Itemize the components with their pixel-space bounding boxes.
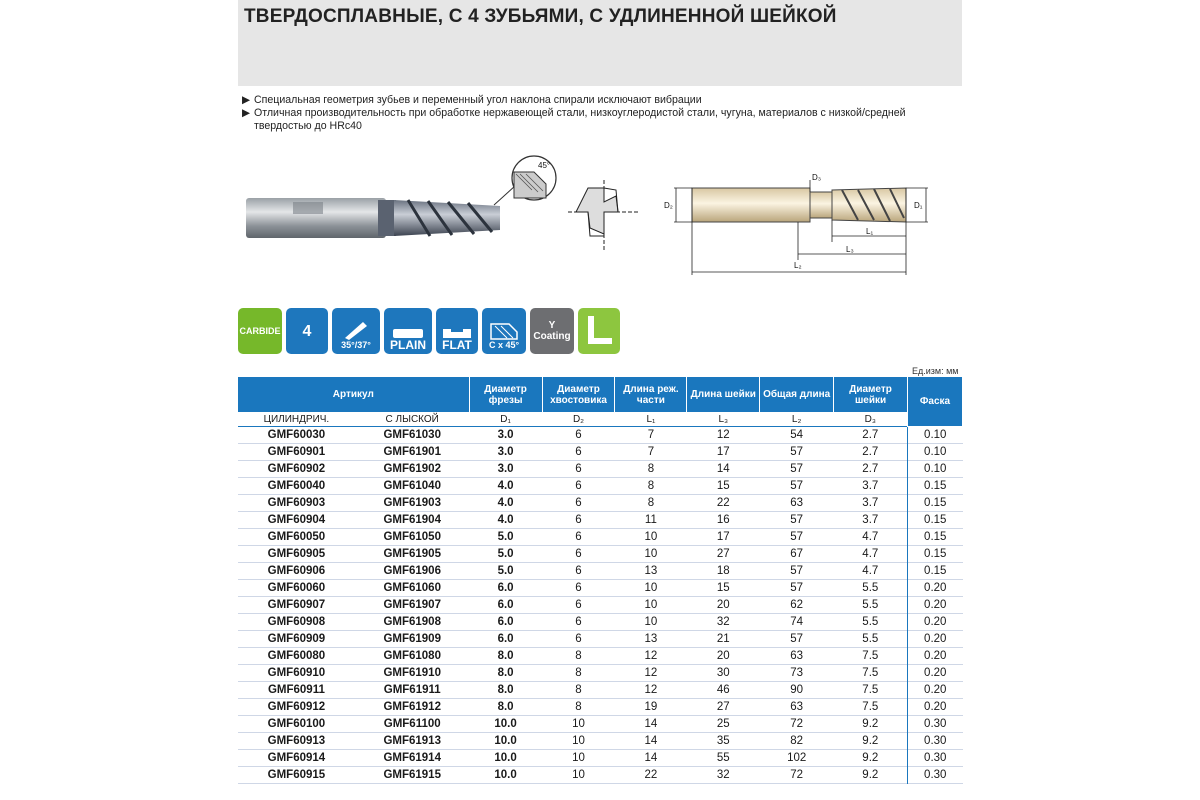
- cell-chamfer: 0.30: [908, 767, 963, 784]
- cell-article-cylindrical: GMF60913: [267, 735, 326, 747]
- sub-l1: L₁: [615, 413, 687, 427]
- cell-neck-diameter: 2.7: [862, 446, 879, 458]
- cell-neck-diameter: 3.7: [862, 514, 879, 526]
- cell-cutting-length: 12: [644, 667, 658, 679]
- cell-article-flat: GMF61915: [383, 769, 441, 781]
- sub-flat-shank: С ЛЫСКОЙ: [355, 413, 469, 427]
- cell-article-flat: GMF61050: [383, 531, 441, 543]
- table-row: [238, 597, 963, 614]
- cell-cutting-length: 10: [644, 599, 658, 611]
- cell-neck-length: 30: [716, 667, 730, 679]
- cell-cutter-diameter: 6.0: [497, 633, 514, 645]
- cell-shank-diameter: 8: [575, 650, 582, 662]
- cell-article-flat: GMF61903: [383, 497, 441, 509]
- cell-neck-diameter: 3.7: [862, 480, 879, 492]
- cell-cutting-length: 10: [644, 531, 658, 543]
- cell-cutter-diameter: 4.0: [497, 480, 514, 492]
- sub-d1: D₁: [469, 413, 542, 427]
- cell-neck-length: 22: [716, 497, 730, 509]
- cell-chamfer: 0.15: [908, 512, 963, 529]
- sub-d2: D₂: [542, 413, 615, 427]
- cell-overall-length: 82: [790, 735, 804, 747]
- cell-neck-diameter: 9.2: [862, 718, 879, 730]
- plain-shank-icon: PLAIN: [384, 308, 432, 354]
- cell-overall-length: 54: [790, 429, 804, 441]
- cell-article-flat: GMF61912: [383, 701, 441, 713]
- cell-article-flat: GMF61902: [383, 463, 441, 475]
- cell-chamfer: 0.20: [908, 682, 963, 699]
- cell-cutter-diameter: 10.0: [494, 735, 517, 747]
- col-neck-length: Длина шейки: [687, 377, 760, 413]
- cell-cutting-length: 13: [644, 565, 658, 577]
- cell-article-cylindrical: GMF60912: [267, 701, 326, 713]
- d1-label: D₁: [914, 201, 923, 210]
- cell-shank-diameter: 8: [575, 701, 582, 713]
- sub-l2: L₂: [760, 413, 834, 427]
- cell-cutting-length: 8: [647, 480, 655, 492]
- cell-cutter-diameter: 10.0: [494, 718, 517, 730]
- cell-cutter-diameter: 3.0: [497, 446, 514, 458]
- cell-cutting-length: 14: [644, 752, 658, 764]
- cell-article-cylindrical: GMF60914: [267, 752, 326, 764]
- cell-overall-length: 67: [790, 548, 804, 560]
- flutes-icon: 4: [286, 308, 328, 354]
- cell-article-flat: GMF61901: [383, 446, 441, 458]
- cell-shank-diameter: 6: [575, 514, 582, 526]
- cell-cutter-diameter: 8.0: [497, 684, 514, 696]
- cell-neck-diameter: 5.5: [862, 616, 879, 628]
- cell-article-cylindrical: GMF60907: [267, 599, 326, 611]
- cell-article-cylindrical: GMF60911: [267, 684, 325, 696]
- cell-overall-length: 62: [790, 599, 804, 611]
- table-row: [238, 767, 963, 784]
- cell-article-cylindrical: GMF60060: [267, 582, 326, 594]
- cell-neck-diameter: 4.7: [862, 565, 879, 577]
- cell-chamfer: 0.10: [908, 461, 963, 478]
- table-row: [238, 580, 963, 597]
- cell-chamfer: 0.15: [908, 546, 963, 563]
- cell-neck-diameter: 9.2: [862, 735, 879, 747]
- angle-label: 45°: [538, 161, 551, 170]
- cell-cutting-length: 10: [644, 616, 658, 628]
- cell-cutter-diameter: 6.0: [497, 582, 514, 594]
- cell-neck-length: 55: [716, 752, 730, 764]
- cell-neck-diameter: 4.7: [862, 548, 879, 560]
- cell-neck-length: 25: [716, 718, 730, 730]
- cell-chamfer: 0.20: [908, 631, 963, 648]
- table-row: [238, 512, 963, 529]
- cell-shank-diameter: 10: [572, 735, 585, 747]
- spec-table: [237, 376, 963, 784]
- cell-article-flat: GMF61910: [383, 667, 441, 679]
- cell-chamfer: 0.20: [908, 648, 963, 665]
- cell-shank-diameter: 6: [575, 599, 582, 611]
- table-row: [238, 733, 963, 750]
- cell-overall-length: 72: [790, 718, 804, 730]
- d3-label: D₃: [812, 173, 822, 182]
- cell-cutter-diameter: 5.0: [497, 531, 514, 543]
- cell-article-cylindrical: GMF60905: [267, 548, 326, 560]
- sub-l3: L₃: [687, 413, 760, 427]
- cell-cutter-diameter: 8.0: [497, 667, 514, 679]
- cell-neck-length: 20: [716, 650, 730, 662]
- cell-article-flat: GMF61907: [383, 599, 441, 611]
- col-cutter-diameter: Диаметр фрезы: [469, 377, 542, 413]
- table-row: [238, 716, 963, 733]
- table-row: [238, 631, 963, 648]
- cell-neck-length: 15: [716, 480, 730, 492]
- cell-shank-diameter: 6: [575, 633, 582, 645]
- cell-neck-diameter: 2.7: [862, 463, 879, 475]
- cell-cutter-diameter: 4.0: [497, 514, 514, 526]
- cell-neck-length: 15: [716, 582, 730, 594]
- cell-article-flat: GMF61908: [383, 616, 441, 628]
- cell-neck-length: 16: [716, 514, 730, 526]
- cell-overall-length: 57: [790, 582, 804, 594]
- cell-shank-diameter: 10: [572, 752, 585, 764]
- cell-article-cylindrical: GMF60100: [267, 718, 326, 730]
- cell-overall-length: 57: [790, 480, 804, 492]
- cell-cutting-length: 14: [644, 718, 658, 730]
- cell-article-cylindrical: GMF60080: [267, 650, 326, 662]
- cell-shank-diameter: 6: [575, 446, 582, 458]
- col-neck-diameter: Диаметр шейки: [834, 377, 908, 413]
- cell-article-cylindrical: GMF60050: [267, 531, 326, 543]
- cell-cutter-diameter: 3.0: [497, 429, 514, 441]
- l2-label: L₂: [794, 261, 802, 270]
- cell-overall-length: 57: [790, 514, 804, 526]
- cell-overall-length: 57: [790, 565, 804, 577]
- table-row: [238, 444, 963, 461]
- cell-neck-diameter: 5.5: [862, 633, 879, 645]
- feature-text-continuation: твердостью до HRc40: [254, 120, 362, 132]
- cell-article-cylindrical: GMF60910: [267, 667, 326, 679]
- tool-illustration: [238, 150, 962, 285]
- cell-chamfer: 0.20: [908, 699, 963, 716]
- end-view-drawing: [568, 180, 640, 250]
- cell-cutter-diameter: 3.0: [497, 463, 514, 475]
- cell-neck-length: 17: [716, 531, 730, 543]
- cell-neck-diameter: 5.5: [862, 599, 879, 611]
- cell-shank-diameter: 6: [575, 531, 582, 543]
- chamfer-icon: C x 45°: [482, 308, 526, 354]
- col-overall-length: Общая длина: [760, 377, 834, 413]
- table-row: [238, 648, 963, 665]
- cell-article-flat: GMF61100: [383, 718, 441, 730]
- cell-article-flat: GMF61911: [383, 684, 441, 696]
- cell-chamfer: 0.15: [908, 529, 963, 546]
- cell-cutter-diameter: 10.0: [494, 752, 517, 764]
- col-shank-diameter: Диаметр хвостовика: [542, 377, 615, 413]
- cell-neck-length: 14: [716, 463, 730, 475]
- cell-neck-length: 18: [716, 565, 730, 577]
- col-cutting-length: Длина реж. части: [615, 377, 687, 413]
- cell-overall-length: 57: [790, 531, 804, 543]
- cell-overall-length: 90: [790, 684, 804, 696]
- table-row: [238, 529, 963, 546]
- cell-cutting-length: 7: [647, 446, 655, 458]
- table-row: [238, 427, 963, 444]
- sub-d3: D₃: [834, 413, 908, 427]
- cell-neck-diameter: 7.5: [862, 684, 879, 696]
- cell-chamfer: 0.10: [908, 444, 963, 461]
- cell-article-cylindrical: GMF60904: [267, 514, 326, 526]
- table-row: [238, 495, 963, 512]
- cell-shank-diameter: 6: [575, 565, 582, 577]
- cell-overall-length: 63: [790, 650, 804, 662]
- cell-cutter-diameter: 8.0: [497, 701, 514, 713]
- cell-neck-diameter: 5.5: [862, 582, 879, 594]
- cell-cutting-length: 8: [647, 463, 655, 475]
- page-title: ТВЕРДОСПЛАВНЫЕ, С 4 ЗУБЬЯМИ, С УДЛИНЕННОЙ ШЕЙКОЙ: [244, 6, 837, 27]
- cell-chamfer: 0.15: [908, 495, 963, 512]
- cell-overall-length: 57: [790, 446, 804, 458]
- carbide-icon: CARBIDE: [238, 308, 282, 354]
- cell-neck-diameter: 9.2: [862, 752, 879, 764]
- cell-chamfer: 0.10: [908, 427, 963, 444]
- cell-article-cylindrical: GMF60909: [267, 633, 326, 645]
- table-row: [238, 614, 963, 631]
- col-article: Артикул: [238, 377, 470, 413]
- cell-neck-length: 21: [716, 633, 730, 645]
- cell-article-cylindrical: GMF60040: [267, 480, 326, 492]
- cell-article-cylindrical: GMF60915: [267, 769, 326, 781]
- units-note: Ед.изм: мм: [912, 366, 959, 376]
- cell-article-flat: GMF61906: [383, 565, 441, 577]
- cell-cutting-length: 8: [647, 497, 655, 509]
- cell-article-flat: GMF61914: [383, 752, 441, 764]
- sub-cylindrical: ЦИЛИНДРИЧ.: [238, 413, 356, 427]
- table-row: [238, 478, 963, 495]
- cell-neck-length: 20: [716, 599, 730, 611]
- cell-cutting-length: 22: [644, 769, 658, 781]
- d2-label: D₂: [664, 201, 673, 210]
- coating-icon: Y Coating: [530, 308, 574, 354]
- cell-cutter-diameter: 5.0: [497, 565, 514, 577]
- l3-label: L₃: [846, 245, 854, 254]
- feature-item: [242, 107, 962, 120]
- cell-cutting-length: 19: [644, 701, 658, 713]
- cell-chamfer: 0.20: [908, 597, 963, 614]
- cell-article-flat: GMF61905: [383, 548, 441, 560]
- cell-neck-length: 27: [716, 548, 730, 560]
- cell-article-flat: GMF61080: [383, 650, 441, 662]
- cell-neck-diameter: 2.7: [862, 429, 879, 441]
- l1-label: L₁: [866, 227, 874, 236]
- cell-shank-diameter: 8: [575, 667, 582, 679]
- feature-text: Отличная производительность при обработке нержавеющей стали, низкоуглеродистой стали, чугуна, материалов с низкой/средней: [254, 107, 906, 119]
- cell-article-flat: GMF61904: [383, 514, 441, 526]
- cell-shank-diameter: 6: [575, 429, 582, 441]
- cell-cutter-diameter: 6.0: [497, 599, 514, 611]
- cell-cutting-length: 10: [644, 582, 658, 594]
- dimension-drawing: [664, 173, 928, 275]
- cell-shank-diameter: 6: [575, 480, 582, 492]
- cell-neck-diameter: 7.5: [862, 701, 879, 713]
- bullet-arrow-icon: ▶: [242, 107, 251, 119]
- cell-shank-diameter: 6: [575, 548, 582, 560]
- cell-overall-length: 63: [790, 701, 804, 713]
- cell-neck-length: 32: [716, 769, 730, 781]
- feature-item: [242, 94, 962, 107]
- cell-neck-length: 27: [716, 701, 730, 713]
- cell-cutting-length: 10: [644, 548, 658, 560]
- table-row: [238, 699, 963, 716]
- square-end-icon: [578, 308, 620, 354]
- cell-article-flat: GMF61040: [383, 480, 441, 492]
- cell-cutting-length: 14: [644, 735, 658, 747]
- cell-cutter-diameter: 6.0: [497, 616, 514, 628]
- cell-overall-length: 57: [790, 463, 804, 475]
- table-row: [238, 750, 963, 767]
- cell-article-flat: GMF61060: [383, 582, 441, 594]
- bullet-arrow-icon: ▶: [242, 94, 251, 106]
- cell-neck-diameter: 3.7: [862, 497, 879, 509]
- cell-neck-diameter: 7.5: [862, 667, 879, 679]
- cell-cutter-diameter: 8.0: [497, 650, 514, 662]
- cell-chamfer: 0.20: [908, 665, 963, 682]
- cell-neck-length: 17: [716, 446, 730, 458]
- end-mill-photo: [246, 176, 526, 238]
- cell-overall-length: 73: [790, 667, 804, 679]
- cell-chamfer: 0.30: [908, 716, 963, 733]
- cell-neck-length: 32: [716, 616, 730, 628]
- table-row: [238, 682, 963, 699]
- chamfer-detail: [512, 156, 556, 200]
- cell-neck-diameter: 9.2: [862, 769, 879, 781]
- table-row: [238, 461, 963, 478]
- flat-shank-icon: FLAT: [436, 308, 478, 354]
- cell-shank-diameter: 6: [575, 582, 582, 594]
- cell-article-cylindrical: GMF60901: [267, 446, 326, 458]
- cell-article-flat: GMF61030: [383, 429, 441, 441]
- cell-overall-length: 63: [790, 497, 804, 509]
- feature-icons: [238, 308, 620, 354]
- table-row: [238, 546, 963, 563]
- cell-neck-length: 12: [716, 429, 730, 441]
- cell-article-cylindrical: GMF60030: [267, 429, 326, 441]
- cell-article-cylindrical: GMF60908: [267, 616, 326, 628]
- cell-shank-diameter: 10: [572, 769, 585, 781]
- table-row: [238, 665, 963, 682]
- cell-neck-length: 46: [716, 684, 730, 696]
- cell-article-cylindrical: GMF60906: [267, 565, 326, 577]
- cell-chamfer: 0.20: [908, 614, 963, 631]
- cell-shank-diameter: 6: [575, 463, 582, 475]
- cell-cutting-length: 12: [644, 684, 658, 696]
- cell-shank-diameter: 8: [575, 684, 582, 696]
- helix-angle-icon: 35°/37°: [332, 308, 380, 354]
- cell-cutter-diameter: 10.0: [494, 769, 517, 781]
- cell-cutter-diameter: 5.0: [497, 548, 514, 560]
- cell-overall-length: 102: [787, 752, 807, 764]
- cell-article-cylindrical: GMF60903: [267, 497, 326, 509]
- cell-article-flat: GMF61913: [383, 735, 441, 747]
- feature-list: [242, 94, 962, 133]
- cell-chamfer: 0.20: [908, 580, 963, 597]
- cell-shank-diameter: 6: [575, 616, 582, 628]
- feature-text: Специальная геометрия зубьев и переменный угол наклона спирали исключают вибрации: [254, 94, 702, 106]
- cell-overall-length: 57: [790, 633, 804, 645]
- cell-cutting-length: 7: [647, 429, 655, 441]
- cell-cutting-length: 13: [644, 633, 658, 645]
- cell-neck-length: 35: [716, 735, 730, 747]
- cell-neck-diameter: 7.5: [862, 650, 879, 662]
- cell-neck-diameter: 4.7: [862, 531, 879, 543]
- cell-cutting-length: 12: [644, 650, 658, 662]
- cell-chamfer: 0.30: [908, 750, 963, 767]
- table-row: [238, 563, 963, 580]
- cell-article-cylindrical: GMF60902: [267, 463, 326, 475]
- cell-chamfer: 0.15: [908, 563, 963, 580]
- spec-table-body: [238, 427, 963, 784]
- cell-cutter-diameter: 4.0: [497, 497, 514, 509]
- cell-cutting-length: 11: [644, 514, 657, 526]
- cell-chamfer: 0.30: [908, 733, 963, 750]
- cell-article-flat: GMF61909: [383, 633, 441, 645]
- cell-overall-length: 74: [790, 616, 804, 628]
- cell-overall-length: 72: [790, 769, 804, 781]
- cell-shank-diameter: 6: [575, 497, 582, 509]
- cell-chamfer: 0.15: [908, 478, 963, 495]
- cell-shank-diameter: 10: [572, 718, 585, 730]
- col-chamfer: Фаска: [908, 377, 963, 427]
